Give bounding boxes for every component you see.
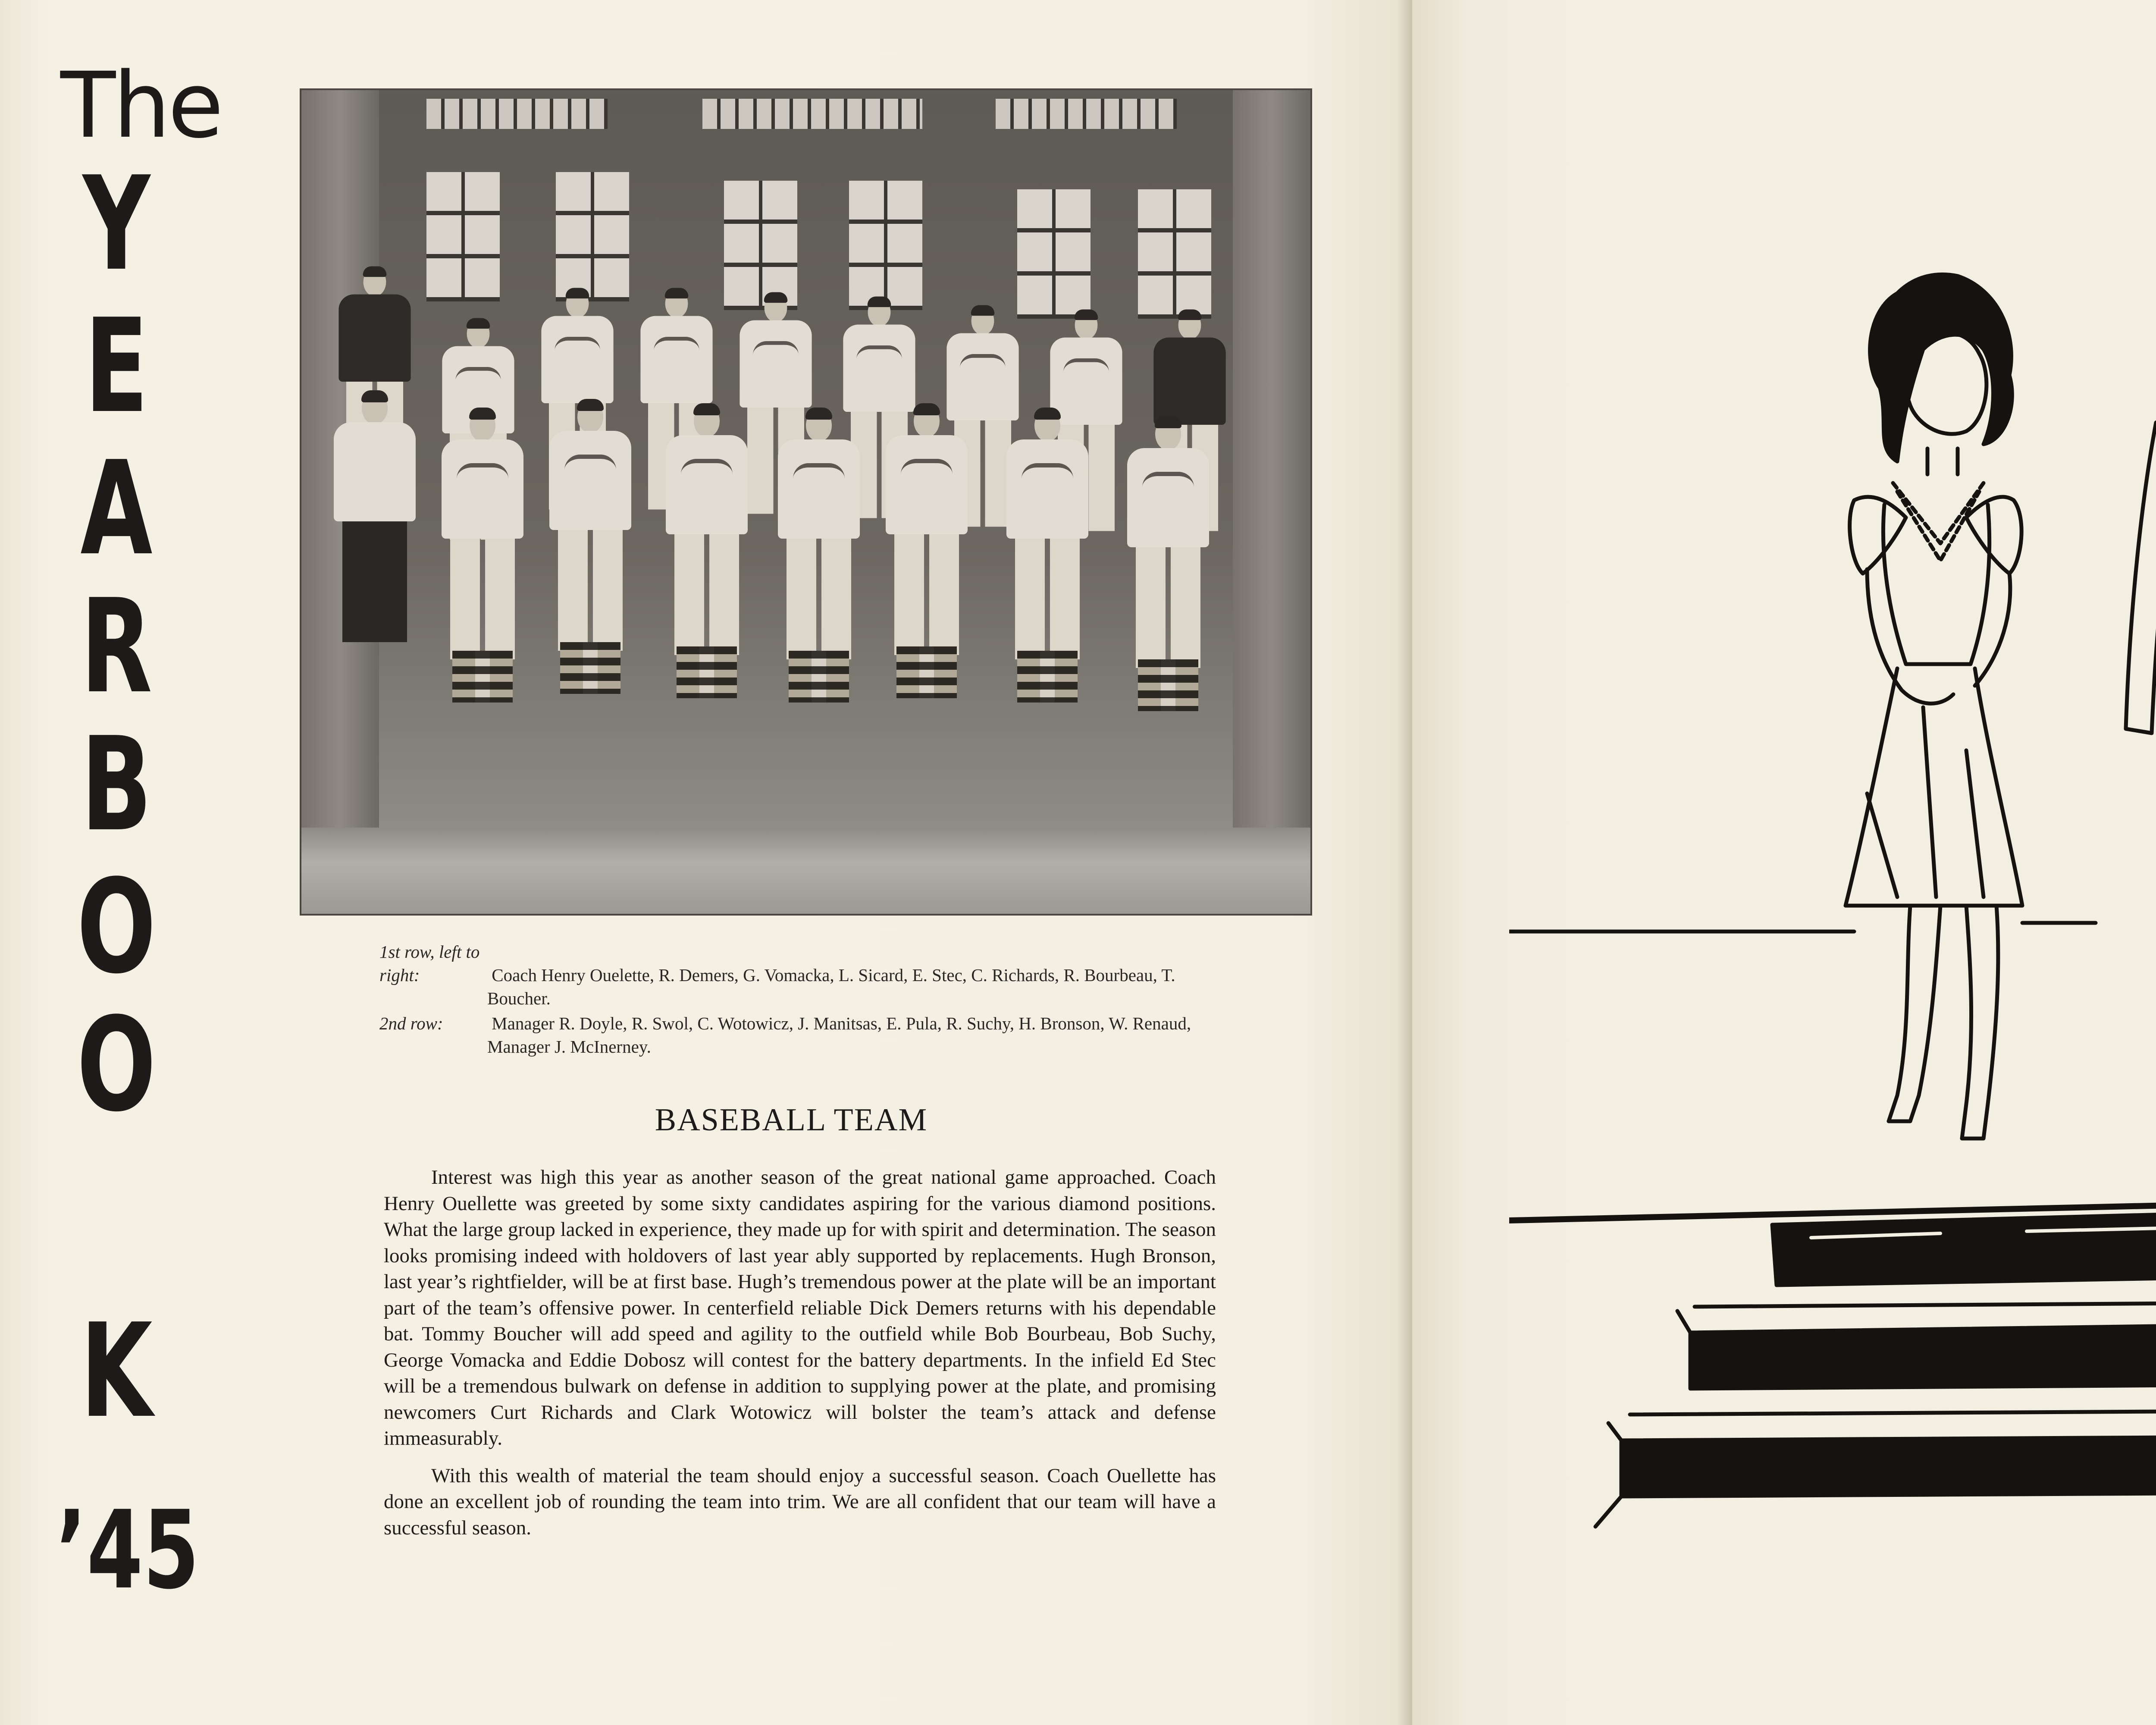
photo-window: [556, 172, 629, 301]
player: [435, 409, 530, 797]
masthead-letter-b: B: [81, 709, 152, 860]
player: [659, 405, 754, 793]
photo-pillar-right: [1233, 90, 1310, 849]
player: [879, 405, 974, 793]
photo-caption: [379, 940, 1225, 1060]
photo-transom-2: [702, 99, 922, 129]
masthead-letter-a: A: [80, 433, 153, 584]
masthead-letter-o2: O: [77, 990, 156, 1140]
article-title: BASEBALL TEAM: [655, 1102, 928, 1138]
article-paragraph-2: With this wealth of material the team should enjoy a successful season. Coach Ouellette has done an excellent job of rounding the team into trim. We are all confident that our team will have a successful season.: [384, 1464, 1216, 1539]
masthead-letter-e: E: [85, 291, 148, 442]
masthead-year: ’45: [56, 1487, 200, 1613]
masthead-letter-k: K: [80, 1296, 153, 1446]
masthead-letter-y: Y: [82, 149, 150, 299]
article-paragraph-1: Interest was high this year as another season of the great national game approached. Coach Henry Ouellette was greeted by some sixty candidates aspiring for the various diamond positions. What the large group lacked in experience, they made up for with spirit and determination. The season looks promising indeed with holdovers of last year ably supported by replacements. Hugh Bronson, last year’s rightfielder, will be at first base. Hugh’s tremendous power at the plate will be an important part of the team’s offensive power. In centerfield reliable Dick Demers returns with his dependable bat. Tommy Boucher will add speed and agility to the outfield while Bob Bourbeau, Bob Suchy, George Vomacka and Eddie Dobosz will contest for the battery departments. In the infield Ed Stec will be a tremendous bulwark on defense in addition to supplying power at the plate, and promising newcomers Curt Richards and Clark Wotowicz will bolster the team’s attack and defense immeasurably.: [384, 1166, 1216, 1449]
photo-window: [849, 181, 922, 310]
photo-window: [426, 172, 500, 301]
article-body: [384, 1164, 1216, 1552]
photo-window: [1017, 189, 1091, 319]
photo-transom-3: [996, 99, 1177, 129]
masthead-letter-o1: O: [77, 852, 156, 1002]
masthead-the: The: [60, 53, 221, 158]
masthead-letter-r: R: [80, 571, 153, 722]
couple-illustration: [1509, 147, 2156, 1570]
player: [771, 409, 866, 797]
caption-row-1-names: Coach Henry Ouelette, R. Demers, G. Vomacka, L. Sicard, E. Stec, C. Richards, R. Bourbeau, T. Boucher.: [487, 965, 1175, 1008]
caption-row-2: [379, 1012, 1225, 1058]
photo-steps: [301, 828, 1310, 914]
caption-row-1: [379, 940, 1225, 1010]
photo-transom-1: [426, 99, 608, 129]
photo-window: [1138, 189, 1211, 319]
right-page: [1412, 0, 2156, 1725]
player: [1121, 418, 1216, 806]
caption-row-1-label: 1st row, left to right:: [379, 942, 480, 985]
player: [1000, 409, 1095, 797]
caption-row-2-names: Manager R. Doyle, R. Swol, C. Wotowicz, J. Manitsas, E. Pula, R. Suchy, H. Bronson, W. Renaud, Manager J. McInerney.: [487, 1013, 1191, 1057]
player: [543, 401, 638, 789]
team-photo: [300, 88, 1312, 916]
player: [327, 392, 422, 780]
caption-row-2-label: 2nd row:: [379, 1013, 443, 1033]
photo-window: [724, 181, 797, 310]
